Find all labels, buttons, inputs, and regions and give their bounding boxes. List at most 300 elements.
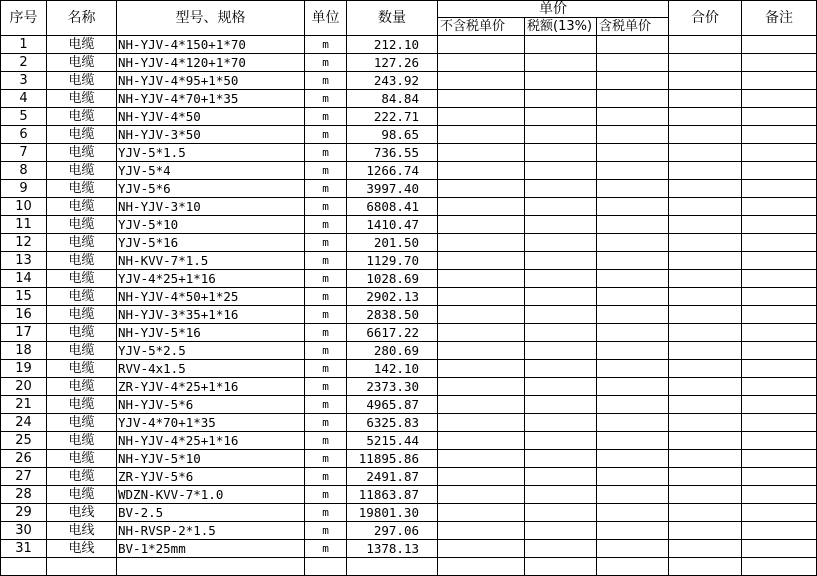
cell-total[interactable] (669, 522, 742, 540)
cell-total[interactable] (669, 360, 742, 378)
cell-tax-amount[interactable] (525, 234, 597, 252)
cell-unit[interactable]: m (305, 522, 347, 540)
cell-remark[interactable] (742, 324, 817, 342)
cell-name[interactable]: 电缆 (47, 36, 117, 54)
cell-total[interactable] (669, 144, 742, 162)
cell-unit[interactable]: m (305, 126, 347, 144)
cell-price-excl-tax[interactable] (438, 36, 525, 54)
cell-price-incl-tax[interactable] (597, 504, 669, 522)
cell-tax-amount[interactable] (525, 270, 597, 288)
cell-total[interactable] (669, 342, 742, 360)
cell-name[interactable]: 电缆 (47, 270, 117, 288)
cell-quantity[interactable]: 4965.87 (347, 396, 438, 414)
header-unit-price[interactable]: 单价 (438, 1, 669, 18)
cell-name[interactable]: 电线 (47, 540, 117, 558)
cell-price-excl-tax[interactable] (438, 126, 525, 144)
cell-remark[interactable] (742, 360, 817, 378)
cell-model[interactable]: BV-2.5 (117, 504, 305, 522)
cell-quantity[interactable]: 201.50 (347, 234, 438, 252)
cell-index[interactable]: 2 (1, 54, 47, 72)
cell-quantity[interactable]: 142.10 (347, 360, 438, 378)
cell-index[interactable]: 30 (1, 522, 47, 540)
cell-name[interactable]: 电缆 (47, 486, 117, 504)
cell-name[interactable]: 电缆 (47, 162, 117, 180)
cell-price-excl-tax[interactable] (438, 180, 525, 198)
cell-total[interactable] (669, 72, 742, 90)
cell-total[interactable] (669, 36, 742, 54)
cell-name[interactable]: 电缆 (47, 72, 117, 90)
cell-price-incl-tax[interactable] (597, 450, 669, 468)
cell-unit[interactable]: m (305, 504, 347, 522)
cell-price-excl-tax[interactable] (438, 414, 525, 432)
cell-index[interactable]: 25 (1, 432, 47, 450)
cell-model[interactable]: NH-YJV-4*70+1*35 (117, 90, 305, 108)
cell-price-excl-tax[interactable] (438, 234, 525, 252)
cell-name[interactable]: 电线 (47, 522, 117, 540)
cell-model[interactable]: NH-YJV-5*10 (117, 450, 305, 468)
cell-price-excl-tax[interactable] (438, 144, 525, 162)
cell-price-incl-tax[interactable] (597, 162, 669, 180)
cell-unit[interactable]: m (305, 180, 347, 198)
cell-index[interactable]: 16 (1, 306, 47, 324)
cell-price-excl-tax[interactable] (438, 162, 525, 180)
cell-model[interactable]: YJV-5*1.5 (117, 144, 305, 162)
cell-remark[interactable] (742, 180, 817, 198)
cell-name[interactable]: 电缆 (47, 324, 117, 342)
cell-total[interactable] (669, 306, 742, 324)
cell-price-excl-tax[interactable] (438, 342, 525, 360)
cell-quantity[interactable]: 2373.30 (347, 378, 438, 396)
cell-total[interactable] (669, 54, 742, 72)
cell-unit[interactable]: m (305, 270, 347, 288)
cell-model[interactable]: NH-YJV-3*35+1*16 (117, 306, 305, 324)
cell-index[interactable]: 13 (1, 252, 47, 270)
cell-name[interactable]: 电缆 (47, 126, 117, 144)
cell-name[interactable]: 电缆 (47, 288, 117, 306)
cell-total[interactable] (669, 324, 742, 342)
cell-quantity[interactable]: 3997.40 (347, 180, 438, 198)
cell-price-incl-tax[interactable] (597, 252, 669, 270)
cell-total[interactable] (669, 126, 742, 144)
cell-index[interactable]: 12 (1, 234, 47, 252)
cell-price-excl-tax[interactable] (438, 252, 525, 270)
cell-total[interactable] (669, 252, 742, 270)
cell-price-incl-tax[interactable] (597, 198, 669, 216)
cell-tax-amount[interactable] (525, 450, 597, 468)
cell-name[interactable]: 电缆 (47, 414, 117, 432)
cell-tax-amount[interactable] (525, 198, 597, 216)
cell-total[interactable] (669, 108, 742, 126)
cell-model[interactable]: NH-YJV-4*150+1*70 (117, 36, 305, 54)
cell-price-incl-tax[interactable] (597, 414, 669, 432)
cell-price-incl-tax[interactable] (597, 72, 669, 90)
cell-index[interactable]: 20 (1, 378, 47, 396)
cell-unit[interactable]: m (305, 54, 347, 72)
cell-total[interactable] (669, 162, 742, 180)
cell-unit[interactable]: m (305, 288, 347, 306)
cell-model[interactable]: YJV-5*2.5 (117, 342, 305, 360)
cell-quantity[interactable]: 11895.86 (347, 450, 438, 468)
cell-model[interactable]: YJV-4*70+1*35 (117, 414, 305, 432)
cell-index[interactable]: 29 (1, 504, 47, 522)
header-remark[interactable]: 备注 (742, 1, 817, 36)
cell-price-incl-tax[interactable] (597, 306, 669, 324)
cell-name[interactable]: 电线 (47, 504, 117, 522)
cell-name[interactable]: 电缆 (47, 378, 117, 396)
cell-index[interactable]: 1 (1, 36, 47, 54)
cell-model[interactable]: ZR-YJV-5*6 (117, 468, 305, 486)
cell-tax-amount[interactable] (525, 414, 597, 432)
cell-remark[interactable] (742, 144, 817, 162)
cell-price-excl-tax[interactable] (438, 450, 525, 468)
cell-model[interactable]: NH-YJV-3*50 (117, 126, 305, 144)
cell-unit[interactable]: m (305, 468, 347, 486)
cell-unit[interactable]: m (305, 432, 347, 450)
cell-price-excl-tax[interactable] (438, 486, 525, 504)
cell-unit[interactable]: m (305, 72, 347, 90)
cell-index[interactable]: 26 (1, 450, 47, 468)
cell-tax-amount[interactable] (525, 306, 597, 324)
cell-model[interactable]: NH-YJV-4*25+1*16 (117, 432, 305, 450)
cell-model[interactable]: NH-YJV-4*120+1*70 (117, 54, 305, 72)
cell-model[interactable]: YJV-4*25+1*16 (117, 270, 305, 288)
cell-price-excl-tax[interactable] (438, 396, 525, 414)
cell-price-incl-tax[interactable] (597, 90, 669, 108)
cell-name[interactable]: 电缆 (47, 306, 117, 324)
cell-price-incl-tax[interactable] (597, 36, 669, 54)
cell-tax-amount[interactable] (525, 324, 597, 342)
cell-tax-amount[interactable] (525, 90, 597, 108)
cell-unit[interactable]: m (305, 306, 347, 324)
cell-remark[interactable] (742, 450, 817, 468)
cell-model[interactable]: NH-YJV-5*16 (117, 324, 305, 342)
cell-unit[interactable]: m (305, 162, 347, 180)
cell-remark[interactable] (742, 504, 817, 522)
cell-total[interactable] (669, 450, 742, 468)
cell-quantity[interactable]: 243.92 (347, 72, 438, 90)
cell-remark[interactable] (742, 90, 817, 108)
cell-quantity[interactable]: 1410.47 (347, 216, 438, 234)
cell-tax-amount[interactable] (525, 360, 597, 378)
cell-unit[interactable]: m (305, 450, 347, 468)
cell-quantity[interactable]: 84.84 (347, 90, 438, 108)
cell-name[interactable]: 电缆 (47, 252, 117, 270)
cell-model[interactable]: YJV-5*10 (117, 216, 305, 234)
cell-price-incl-tax[interactable] (597, 522, 669, 540)
cell-tax-amount[interactable] (525, 180, 597, 198)
cell-tax-amount[interactable] (525, 522, 597, 540)
cell-name[interactable]: 电缆 (47, 342, 117, 360)
cell-price-excl-tax[interactable] (438, 216, 525, 234)
cell-index[interactable]: 7 (1, 144, 47, 162)
header-unit[interactable]: 单位 (305, 1, 347, 36)
cell-remark[interactable] (742, 216, 817, 234)
cell-index[interactable]: 17 (1, 324, 47, 342)
cell-remark[interactable] (742, 432, 817, 450)
cell-name[interactable]: 电缆 (47, 144, 117, 162)
cell-index[interactable]: 28 (1, 486, 47, 504)
cell-quantity[interactable]: 2491.87 (347, 468, 438, 486)
header-quantity[interactable]: 数量 (347, 1, 438, 36)
cell-price-incl-tax[interactable] (597, 360, 669, 378)
cell-quantity[interactable]: 11863.87 (347, 486, 438, 504)
cell-tax-amount[interactable] (525, 342, 597, 360)
cell-tax-amount[interactable] (525, 36, 597, 54)
cell-total[interactable] (669, 486, 742, 504)
header-price-incl-tax[interactable]: 含税单价 (597, 18, 669, 36)
cell-price-incl-tax[interactable] (597, 468, 669, 486)
cell-remark[interactable] (742, 234, 817, 252)
cell-unit[interactable]: m (305, 216, 347, 234)
cell-remark[interactable] (742, 270, 817, 288)
cell-price-excl-tax[interactable] (438, 468, 525, 486)
cell-price-incl-tax[interactable] (597, 180, 669, 198)
cell-total[interactable] (669, 90, 742, 108)
cell-unit[interactable]: m (305, 396, 347, 414)
cell-quantity[interactable]: 212.10 (347, 36, 438, 54)
cell-unit[interactable]: m (305, 108, 347, 126)
cell-price-incl-tax[interactable] (597, 324, 669, 342)
cell-price-incl-tax[interactable] (597, 54, 669, 72)
cell-index[interactable] (1, 558, 47, 576)
cell-index[interactable]: 27 (1, 468, 47, 486)
cell-quantity[interactable]: 1378.13 (347, 540, 438, 558)
cell-price-excl-tax[interactable] (438, 432, 525, 450)
cell-tax-amount[interactable] (525, 288, 597, 306)
cell-total[interactable] (669, 396, 742, 414)
cell-name[interactable]: 电缆 (47, 432, 117, 450)
cell-name[interactable]: 电缆 (47, 468, 117, 486)
cell-tax-amount[interactable] (525, 144, 597, 162)
cell-remark[interactable] (742, 54, 817, 72)
cell-tax-amount[interactable] (525, 216, 597, 234)
cell-total[interactable] (669, 414, 742, 432)
cell-price-excl-tax[interactable] (438, 360, 525, 378)
cell-tax-amount[interactable] (525, 432, 597, 450)
cell-quantity[interactable] (347, 558, 438, 576)
cell-model[interactable]: WDZN-KVV-7*1.0 (117, 486, 305, 504)
cell-index[interactable]: 19 (1, 360, 47, 378)
cell-remark[interactable] (742, 252, 817, 270)
cell-unit[interactable]: m (305, 414, 347, 432)
cell-quantity[interactable]: 19801.30 (347, 504, 438, 522)
header-price-excl-tax[interactable]: 不含税单价 (438, 18, 525, 36)
cell-remark[interactable] (742, 288, 817, 306)
cell-unit[interactable]: m (305, 90, 347, 108)
cell-model[interactable]: YJV-5*4 (117, 162, 305, 180)
cell-tax-amount[interactable] (525, 108, 597, 126)
cell-unit[interactable]: m (305, 198, 347, 216)
cell-price-incl-tax[interactable] (597, 144, 669, 162)
cell-total[interactable] (669, 432, 742, 450)
cell-tax-amount[interactable] (525, 540, 597, 558)
cell-quantity[interactable]: 1266.74 (347, 162, 438, 180)
cell-model[interactable]: NH-KVV-7*1.5 (117, 252, 305, 270)
header-index[interactable]: 序号 (1, 1, 47, 36)
cell-remark[interactable] (742, 342, 817, 360)
cell-model[interactable] (117, 558, 305, 576)
cell-remark[interactable] (742, 486, 817, 504)
cell-quantity[interactable]: 1129.70 (347, 252, 438, 270)
cell-index[interactable]: 9 (1, 180, 47, 198)
cell-price-excl-tax[interactable] (438, 522, 525, 540)
cell-name[interactable]: 电缆 (47, 198, 117, 216)
cell-index[interactable]: 6 (1, 126, 47, 144)
cell-unit[interactable]: m (305, 342, 347, 360)
cell-index[interactable]: 15 (1, 288, 47, 306)
cell-remark[interactable] (742, 378, 817, 396)
cell-quantity[interactable]: 736.55 (347, 144, 438, 162)
cell-name[interactable]: 电缆 (47, 360, 117, 378)
cell-unit[interactable]: m (305, 252, 347, 270)
cell-index[interactable]: 18 (1, 342, 47, 360)
cell-price-excl-tax[interactable] (438, 558, 525, 576)
cell-model[interactable]: NH-YJV-5*6 (117, 396, 305, 414)
cell-model[interactable]: NH-RVSP-2*1.5 (117, 522, 305, 540)
cell-tax-amount[interactable] (525, 54, 597, 72)
cell-tax-amount[interactable] (525, 486, 597, 504)
cell-index[interactable]: 14 (1, 270, 47, 288)
cell-remark[interactable] (742, 396, 817, 414)
cell-unit[interactable]: m (305, 540, 347, 558)
cell-total[interactable] (669, 216, 742, 234)
cell-quantity[interactable]: 2838.50 (347, 306, 438, 324)
cell-tax-amount[interactable] (525, 468, 597, 486)
cell-index[interactable]: 31 (1, 540, 47, 558)
cell-total[interactable] (669, 270, 742, 288)
cell-total[interactable] (669, 540, 742, 558)
cell-quantity[interactable]: 297.06 (347, 522, 438, 540)
cell-price-incl-tax[interactable] (597, 234, 669, 252)
cell-total[interactable] (669, 288, 742, 306)
cell-price-incl-tax[interactable] (597, 432, 669, 450)
cell-model[interactable]: ZR-YJV-4*25+1*16 (117, 378, 305, 396)
cell-remark[interactable] (742, 468, 817, 486)
cell-index[interactable]: 21 (1, 396, 47, 414)
cell-total[interactable] (669, 234, 742, 252)
cell-total[interactable] (669, 378, 742, 396)
cell-index[interactable]: 5 (1, 108, 47, 126)
cell-price-incl-tax[interactable] (597, 540, 669, 558)
cell-price-incl-tax[interactable] (597, 108, 669, 126)
cell-price-incl-tax[interactable] (597, 396, 669, 414)
cell-price-excl-tax[interactable] (438, 324, 525, 342)
cell-price-incl-tax[interactable] (597, 126, 669, 144)
cell-quantity[interactable]: 6617.22 (347, 324, 438, 342)
cell-remark[interactable] (742, 198, 817, 216)
cell-name[interactable]: 电缆 (47, 216, 117, 234)
cell-model[interactable]: NH-YJV-3*10 (117, 198, 305, 216)
cell-price-excl-tax[interactable] (438, 54, 525, 72)
cell-quantity[interactable]: 98.65 (347, 126, 438, 144)
cell-price-incl-tax[interactable] (597, 558, 669, 576)
cell-quantity[interactable]: 127.26 (347, 54, 438, 72)
cell-unit[interactable]: m (305, 234, 347, 252)
cell-model[interactable]: YJV-5*16 (117, 234, 305, 252)
cell-model[interactable]: RVV-4x1.5 (117, 360, 305, 378)
header-model[interactable]: 型号、规格 (117, 1, 305, 36)
cell-tax-amount[interactable] (525, 504, 597, 522)
cell-tax-amount[interactable] (525, 162, 597, 180)
cell-tax-amount[interactable] (525, 126, 597, 144)
cell-tax-amount[interactable] (525, 558, 597, 576)
cell-remark[interactable] (742, 126, 817, 144)
cell-unit[interactable]: m (305, 324, 347, 342)
cell-price-incl-tax[interactable] (597, 342, 669, 360)
cell-index[interactable]: 8 (1, 162, 47, 180)
cell-quantity[interactable]: 6325.83 (347, 414, 438, 432)
cell-price-incl-tax[interactable] (597, 288, 669, 306)
cell-price-excl-tax[interactable] (438, 198, 525, 216)
cell-price-excl-tax[interactable] (438, 306, 525, 324)
cell-name[interactable]: 电缆 (47, 54, 117, 72)
cell-total[interactable] (669, 558, 742, 576)
cell-total[interactable] (669, 198, 742, 216)
cell-price-excl-tax[interactable] (438, 378, 525, 396)
cell-total[interactable] (669, 504, 742, 522)
cell-name[interactable]: 电缆 (47, 396, 117, 414)
cell-unit[interactable] (305, 558, 347, 576)
header-total[interactable]: 合价 (669, 1, 742, 36)
cell-quantity[interactable]: 2902.13 (347, 288, 438, 306)
cell-price-excl-tax[interactable] (438, 90, 525, 108)
cell-tax-amount[interactable] (525, 378, 597, 396)
cell-index[interactable]: 24 (1, 414, 47, 432)
cell-price-incl-tax[interactable] (597, 216, 669, 234)
cell-unit[interactable]: m (305, 144, 347, 162)
cell-remark[interactable] (742, 414, 817, 432)
cell-index[interactable]: 4 (1, 90, 47, 108)
cell-remark[interactable] (742, 306, 817, 324)
cell-remark[interactable] (742, 558, 817, 576)
cell-price-excl-tax[interactable] (438, 72, 525, 90)
cell-index[interactable]: 10 (1, 198, 47, 216)
cell-name[interactable]: 电缆 (47, 234, 117, 252)
cell-price-incl-tax[interactable] (597, 270, 669, 288)
cell-unit[interactable]: m (305, 360, 347, 378)
cell-unit[interactable]: m (305, 486, 347, 504)
cell-model[interactable]: BV-1*25mm (117, 540, 305, 558)
cell-price-excl-tax[interactable] (438, 540, 525, 558)
cell-remark[interactable] (742, 522, 817, 540)
cell-remark[interactable] (742, 108, 817, 126)
cell-tax-amount[interactable] (525, 252, 597, 270)
cell-model[interactable]: NH-YJV-4*50 (117, 108, 305, 126)
cell-model[interactable]: NH-YJV-4*95+1*50 (117, 72, 305, 90)
cell-quantity[interactable]: 6808.41 (347, 198, 438, 216)
cell-unit[interactable]: m (305, 378, 347, 396)
cell-model[interactable]: YJV-5*6 (117, 180, 305, 198)
cell-name[interactable]: 电缆 (47, 180, 117, 198)
header-name[interactable]: 名称 (47, 1, 117, 36)
cell-tax-amount[interactable] (525, 396, 597, 414)
cell-price-excl-tax[interactable] (438, 108, 525, 126)
cell-remark[interactable] (742, 36, 817, 54)
cell-price-excl-tax[interactable] (438, 288, 525, 306)
cell-price-incl-tax[interactable] (597, 486, 669, 504)
cell-name[interactable] (47, 558, 117, 576)
cell-remark[interactable] (742, 72, 817, 90)
cell-index[interactable]: 3 (1, 72, 47, 90)
cell-price-excl-tax[interactable] (438, 504, 525, 522)
cell-name[interactable]: 电缆 (47, 450, 117, 468)
cell-price-incl-tax[interactable] (597, 378, 669, 396)
cell-index[interactable]: 11 (1, 216, 47, 234)
cell-remark[interactable] (742, 540, 817, 558)
cell-total[interactable] (669, 468, 742, 486)
cell-price-excl-tax[interactable] (438, 270, 525, 288)
cell-quantity[interactable]: 1028.69 (347, 270, 438, 288)
